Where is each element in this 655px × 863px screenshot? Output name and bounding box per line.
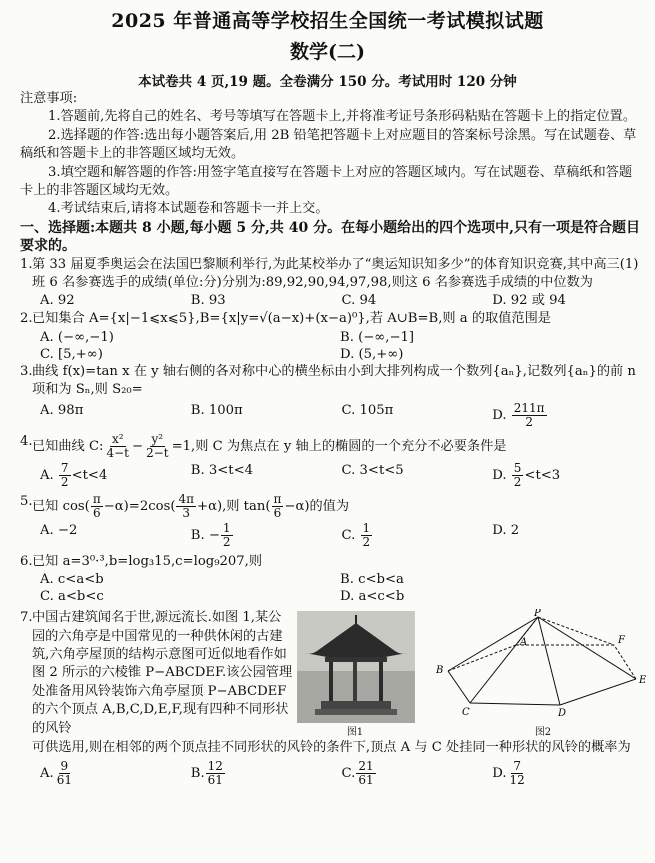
page-subtitle: 数学(二) — [290, 41, 365, 63]
vertex-label-b: B — [436, 665, 444, 677]
option-d: D. 2 — [492, 522, 520, 538]
question-number: 7. — [20, 610, 33, 626]
vertex-label-a: A — [520, 637, 528, 649]
option-c: C. [5,+∞) — [40, 346, 103, 362]
option-a: A. $\frac{7}{2}$ <t<4 — [40, 460, 108, 489]
option-a: A. (−∞,−1) — [40, 329, 114, 345]
question-number: 2. — [20, 311, 33, 327]
option-c: C. 3<t<5 — [341, 462, 404, 478]
option-b: B. − $\frac{1}{2}$ — [190, 520, 231, 549]
option-c: C. 94 — [341, 293, 377, 309]
option-b: B. $\frac{12}{61}$ — [190, 758, 223, 787]
question-2 — [20, 310, 643, 328]
question-number: 5. — [20, 493, 33, 509]
options-q3 — [40, 402, 643, 429]
notes-heading: 注意事项: — [20, 91, 78, 106]
option-b: B. 100π — [190, 402, 243, 418]
option-b: B. (−∞,−1] — [340, 329, 415, 345]
option-a: A. −2 — [40, 522, 78, 538]
question-7-continued — [32, 739, 643, 757]
options-q6 — [40, 571, 643, 605]
note-item: 3.填空题和解答题的作答:用签字笔直接写在答题卡上对应的答题区域内。写在试题卷、草稿纸和答题卡上的非答题区域均无效。 — [20, 164, 633, 199]
option-d: D. $\frac{5}{2}$ <t<3 — [492, 460, 561, 489]
question-text: 可供选用,则在相邻的两个顶点挂不同形状的风铃的条件下,顶点 A 与 C 处挂同一种形状的风铃的概率为 — [32, 740, 631, 756]
note-item: 4.考试结束后,请将本试题卷和答题卡一并上交。 — [48, 201, 329, 217]
question-text: 中国古建筑闻名于世,源远流长.如图 1,某公园的六角亭是中国常见的一种供休闲的古建筑,六角亭屋顶的结构示意图可近似地看作如图 2 所示的六棱锥 P−ABCDEF.该公园管理处准备用风铃装饰六角亭屋顶 P−ABCDEF 的六个顶点 A,B,C,D,E,F,现有四种不同形状的风铃 — [32, 610, 293, 736]
question-text: 已知集合 A={x|−1⩽x⩽5},B={x|y=√(a−x)+(x−a)⁰},若 A∪B=B,则 a 的取值范围是 — [32, 311, 551, 327]
note-item: 2.选择题的作答:选出每小题答案后,用 2B 铅笔把答题卡上对应题目的答案标号涂黑。写在试题卷、草稿纸和答题卡上的非答题区域均无效。 — [20, 127, 637, 162]
option-a: A. 98π — [40, 402, 84, 418]
option-c: C. 105π — [341, 402, 394, 418]
vertex-label-p: P — [534, 609, 541, 620]
vertex-label-e: E — [639, 675, 647, 687]
option-c: C. a<b<c — [40, 589, 104, 605]
options-q1 — [40, 292, 643, 310]
option-c: C. $\frac{21}{61}$ — [341, 758, 374, 787]
option-b: B. 93 — [190, 293, 226, 309]
hexagonal-pyramid-diagram — [428, 609, 650, 721]
figure-1-caption: 图1 — [346, 727, 364, 739]
question-number: 1. — [20, 256, 33, 272]
option-a: A. 92 — [40, 293, 75, 309]
figure-2-caption: 图2 — [534, 727, 552, 739]
option-a: A. $\frac{9}{61}$ — [40, 758, 72, 787]
option-b: B. 3<t<4 — [190, 462, 254, 478]
option-b: B. c<b<a — [340, 572, 404, 588]
option-d: D. (5,+∞) — [340, 346, 404, 362]
question-7 — [20, 609, 647, 739]
question-6 — [20, 553, 643, 571]
vertex-label-d: D — [558, 708, 567, 720]
option-d: D. $\frac{7}{12}$ — [492, 758, 525, 787]
options-q4 — [40, 462, 643, 489]
vertex-label-f: F — [618, 635, 625, 647]
option-c: C. $\frac{1}{2}$ — [341, 520, 371, 549]
option-d: D. a<c<b — [340, 589, 405, 605]
exam-info: 本试卷共 4 页,19 题。全卷满分 150 分。考试用时 120 分钟 — [138, 74, 517, 90]
note-item: 1.答题前,先将自己的姓名、考号等填写在答题卡上,并将准考证号条形码粘贴在答题卡上的指定位置。 — [48, 109, 637, 125]
option-a: A. c<a<b — [40, 572, 104, 588]
question-3 — [20, 363, 643, 400]
question-5: 5. 已知 cos( $\frac{\pi}{6}$ −α)=2cos( $\frac{4\pi}{3}$ +α),则 tan( $\frac{\pi}{6}$ −α)的值为 — [20, 491, 350, 520]
question-1 — [20, 256, 643, 293]
option-d: D. $\frac{211\pi}{2}$ — [492, 400, 545, 429]
options-q2 — [40, 329, 643, 363]
question-text: 已知 a=3⁰·³,b=log₃15,c=log₉207,则 — [32, 553, 263, 569]
question-number: 4. — [20, 433, 33, 449]
exam-body — [20, 90, 647, 787]
question-text: 曲线 f(x)=tan x 在 y 轴右侧的各对称中心的横坐标由小到大排列构成一个数列{aₙ},记数列{aₙ}的前 n 项和为 Sₙ,则 S₂₀= — [32, 363, 636, 398]
section-heading: 一、选择题:本题共 8 小题,每小题 5 分,共 40 分。在每小题给出的四个选项中,只有一项是符合题目要求的。 — [20, 219, 640, 255]
options-q5 — [40, 522, 643, 549]
option-d: D. 92 或 94 — [492, 293, 566, 309]
vertex-label-c: C — [462, 707, 470, 719]
question-text: 第 33 届夏季奥运会在法国巴黎顺利举行,为此某校举办了“奥运知识知多少”的体育知识竞赛,其中高三(1)班 6 名参赛选手的成绩(单位:分)分别为:89,92,90,94,97,98,则这 6 名参赛选手成绩的中位数为 — [32, 256, 639, 291]
question-4: 4. 已知曲线 C: $\frac{\text{x²}}{4-t}$ − $\frac{\text{y²}}{2-t}$ =1,则 C 为焦点在 y 轴上的椭圆的一个充分不必要条件是 — [20, 431, 507, 460]
question-number: 3. — [20, 363, 33, 379]
pavilion-photo — [297, 611, 415, 723]
page-title: 2025 年普通高等学校招生全国统一考试模拟试题 — [111, 10, 544, 32]
options-q7 — [40, 760, 643, 787]
question-number: 6. — [20, 553, 33, 569]
